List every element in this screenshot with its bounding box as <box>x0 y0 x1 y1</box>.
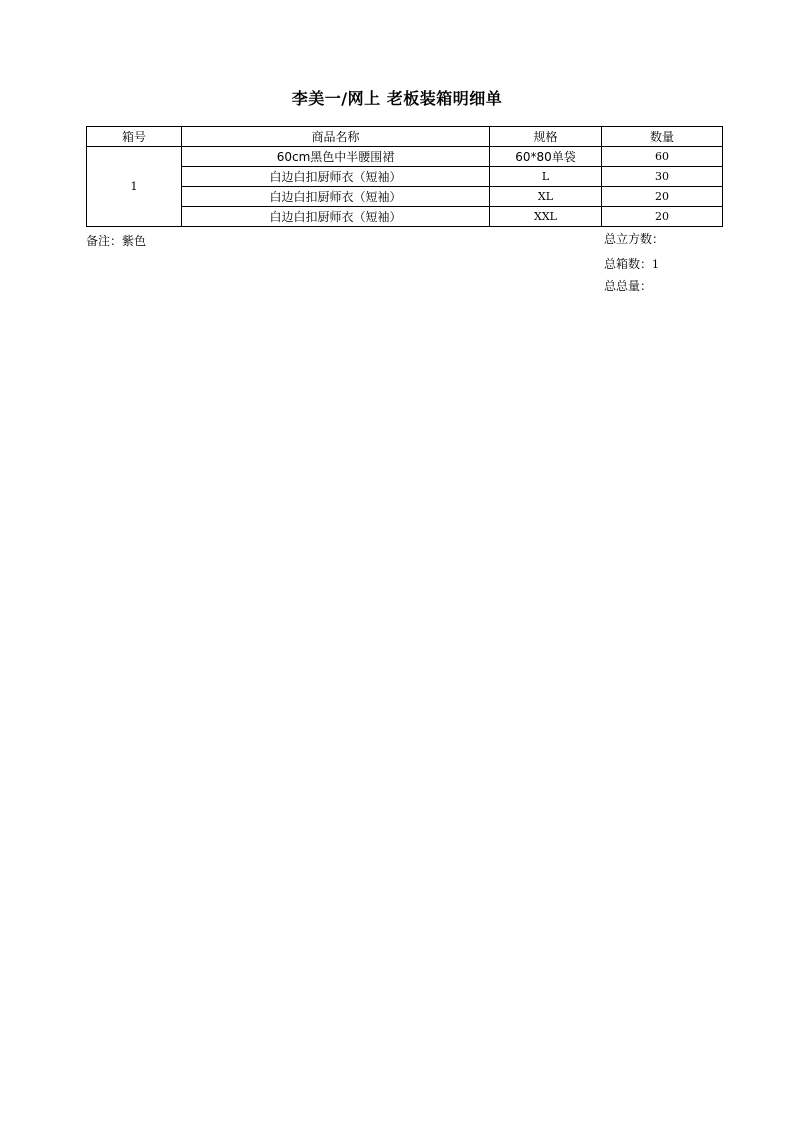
total-boxes-line <box>604 255 659 272</box>
table-row <box>87 147 723 167</box>
quantity-cell: 20 <box>602 187 723 207</box>
spec-cell: XL <box>490 187 602 207</box>
packing-list-table <box>86 126 723 227</box>
header-product-name: 商品名称 <box>182 127 490 147</box>
product-name-cell: 白边白扣厨师衣（短袖） <box>182 187 490 207</box>
header-box-no: 箱号 <box>87 127 182 147</box>
table-row <box>87 187 723 207</box>
header-quantity: 数量 <box>602 127 723 147</box>
header-spec: 规格 <box>490 127 602 147</box>
total-volume-line <box>604 230 664 247</box>
quantity-cell: 30 <box>602 167 723 187</box>
remark-note: 备注：紫色 <box>86 234 147 248</box>
total-weight-label: 总总量： <box>604 279 653 293</box>
table-header-row <box>87 127 723 147</box>
product-name-cell <box>182 147 490 167</box>
spec-cell: XXL <box>490 207 602 227</box>
total-weight-line <box>604 277 652 294</box>
box-number-cell: 1 <box>87 147 182 227</box>
table-row <box>87 167 723 187</box>
product-name-cell: 白边白扣厨师衣（短袖） <box>182 167 490 187</box>
spec-cell: L <box>490 167 602 187</box>
total-volume-label: 总立方数： <box>604 232 665 246</box>
total-boxes-value: 1 <box>652 258 660 271</box>
product-name-cell: 白边白扣厨师衣（短袖） <box>182 207 490 227</box>
quantity-cell: 60 <box>602 147 723 167</box>
spec-cell: 60*80单袋 <box>490 147 602 167</box>
total-boxes-label: 总箱数： <box>604 257 653 271</box>
document-title: 李美一/网上 老板装箱明细单 <box>291 89 503 108</box>
product-name-text: 60cm黑色中半腰围裙 <box>276 149 395 164</box>
quantity-cell: 20 <box>602 207 723 227</box>
table-row <box>87 207 723 227</box>
